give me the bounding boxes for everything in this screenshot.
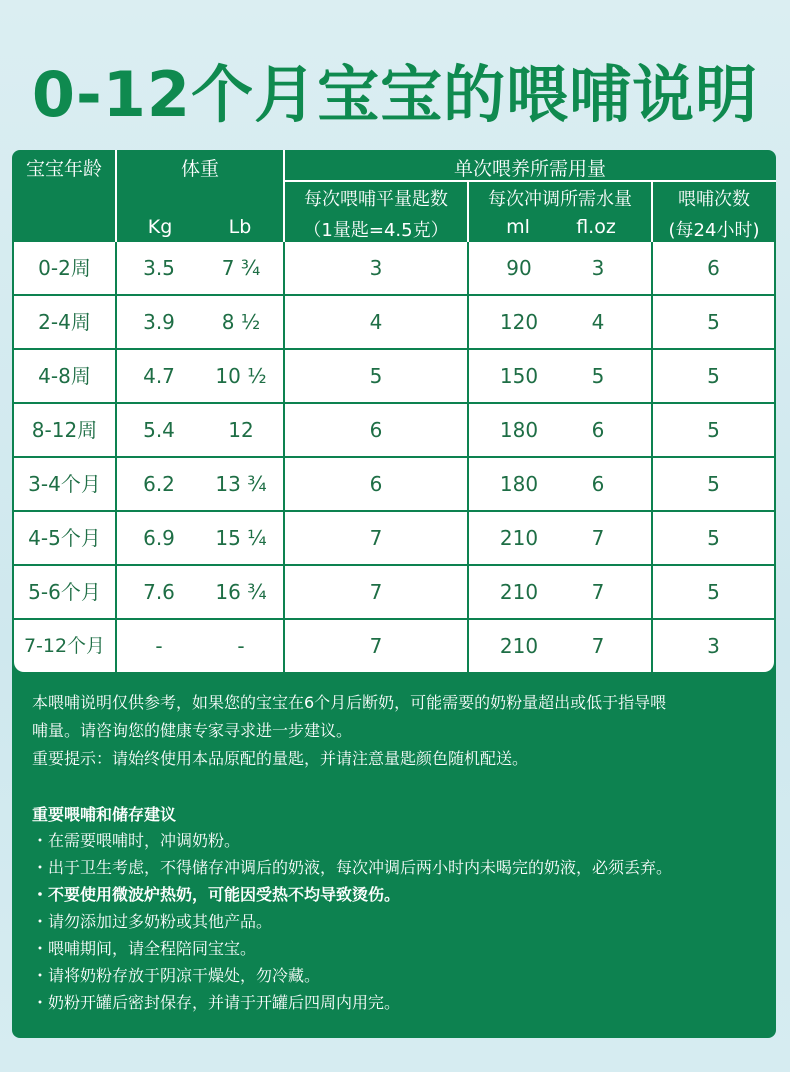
header-weight: 体重 (180, 158, 219, 180)
header-divider (467, 180, 469, 242)
cell-floz: 6 (591, 418, 605, 442)
cell-kg: 5.4 (143, 418, 175, 442)
header-scoops: 每次喂哺平量匙数 (304, 189, 448, 210)
cell-kg: 3.9 (143, 310, 175, 334)
cell-age: 4-8周 (38, 364, 91, 388)
page-title: 0-12个月宝宝的喂哺说明 (31, 58, 759, 131)
table-row (14, 566, 774, 618)
advice-item: ・请将奶粉存放于阴凉干燥处，勿冷藏。 (32, 966, 321, 985)
cell-ml: 180 (499, 418, 539, 442)
advice-item: ・奶粉开罐后密封保存，并请于开罐后四周内用完。 (32, 993, 401, 1012)
cell-floz: 7 (591, 580, 605, 604)
note-line: 哺量。请咨询您的健康专家寻求进一步建议。 (32, 721, 353, 740)
cell-feeds: 5 (707, 580, 720, 604)
advice-item: ・不要使用微波炉热奶，可能因受热不均导致烫伤。 (32, 885, 401, 904)
cell-age: 7-12个月 (23, 635, 106, 657)
header-divider (115, 150, 117, 242)
cell-scoops: 7 (369, 634, 383, 658)
cell-feeds: 5 (707, 472, 720, 496)
cell-ml: 180 (499, 472, 539, 496)
cell-scoops: 7 (369, 526, 383, 550)
cell-floz: 3 (591, 256, 605, 280)
cell-floz: 4 (591, 310, 605, 334)
cell-scoops: 4 (369, 310, 383, 334)
cell-lb: 7 ¾ (221, 256, 261, 280)
cell-feeds: 3 (707, 634, 720, 658)
cell-scoops: 7 (369, 580, 383, 604)
table-row (14, 242, 774, 294)
cell-lb: - (237, 634, 245, 658)
cell-lb: 8 ½ (221, 310, 261, 334)
header-floz: fl.oz (576, 216, 616, 238)
cell-kg: 6.9 (143, 526, 175, 550)
cell-ml: 210 (499, 580, 539, 604)
cell-age: 3-4个月 (28, 472, 101, 496)
cell-kg: 3.5 (143, 256, 175, 280)
cell-kg: 6.2 (143, 472, 175, 496)
header-ml: ml (506, 216, 530, 238)
advice-item: ・请勿添加过多奶粉或其他产品。 (32, 912, 273, 931)
note-line: 本喂哺说明仅供参考，如果您的宝宝在6个月后断奶，可能需要的奶粉量超出或低于指导喂 (32, 693, 667, 712)
cell-ml: 90 (506, 256, 532, 280)
header-divider (283, 150, 285, 242)
cell-floz: 7 (591, 526, 605, 550)
cell-lb: 12 (228, 418, 254, 442)
header-divider (284, 180, 776, 182)
header-single-dose: 单次喂养所需用量 (453, 158, 606, 180)
feeding-card (12, 150, 776, 1038)
cell-scoops: 6 (369, 472, 383, 496)
advice-item: ・在需要喂哺时，冲调奶粉。 (32, 831, 241, 850)
advice-item: ・出于卫生考虑，不得储存冲调后的奶液，每次冲调后两小时内未喝完的奶液，必须丢弃。 (32, 858, 673, 877)
cell-feeds: 5 (707, 526, 720, 550)
table-row (14, 404, 774, 456)
cell-kg: 7.6 (143, 580, 175, 604)
cell-feeds: 5 (707, 310, 720, 334)
header-age: 宝宝年龄 (25, 158, 102, 180)
header-water: 每次冲调所需水量 (488, 189, 632, 210)
header-divider (651, 180, 653, 242)
table-row (14, 296, 774, 348)
cell-age: 4-5个月 (28, 526, 101, 550)
cell-scoops: 6 (369, 418, 383, 442)
header-scoop-note: （1量匙=4.5克） (303, 220, 449, 241)
cell-floz: 7 (591, 634, 605, 658)
cell-feeds: 5 (707, 364, 720, 388)
cell-kg: 4.7 (143, 364, 175, 388)
cell-age: 0-2周 (38, 256, 91, 280)
cell-lb: 10 ½ (215, 364, 267, 388)
cell-floz: 5 (591, 364, 605, 388)
cell-ml: 120 (499, 310, 539, 334)
cell-ml: 210 (499, 634, 539, 658)
table-row (14, 350, 774, 402)
cell-ml: 150 (499, 364, 539, 388)
cell-ml: 210 (499, 526, 539, 550)
advice-title: 重要喂哺和储存建议 (32, 805, 177, 824)
advice-item: ・喂哺期间，请全程陪同宝宝。 (32, 939, 257, 958)
table-row (14, 620, 774, 672)
cell-scoops: 3 (369, 256, 383, 280)
cell-feeds: 6 (707, 256, 720, 280)
table-row (14, 512, 774, 564)
cell-floz: 6 (591, 472, 605, 496)
important-tip: 重要提示：请始终使用本品原配的量匙，并请注意量匙颜色随机配送。 (32, 749, 529, 768)
cell-feeds: 5 (707, 418, 720, 442)
table-row (14, 458, 774, 510)
cell-age: 2-4周 (38, 310, 91, 334)
cell-kg: - (155, 634, 163, 658)
cell-lb: 16 ¾ (215, 580, 267, 604)
header-lb: Lb (228, 216, 252, 238)
header-feeds: 喂哺次数 (678, 189, 750, 210)
cell-age: 8-12周 (31, 418, 98, 442)
header-kg: Kg (147, 216, 173, 238)
cell-lb: 15 ¼ (215, 526, 267, 550)
cell-lb: 13 ¾ (215, 472, 267, 496)
cell-scoops: 5 (369, 364, 383, 388)
header-feeds-note: (每24小时) (668, 220, 760, 241)
cell-age: 5-6个月 (28, 580, 101, 604)
feeding-table (14, 242, 774, 672)
